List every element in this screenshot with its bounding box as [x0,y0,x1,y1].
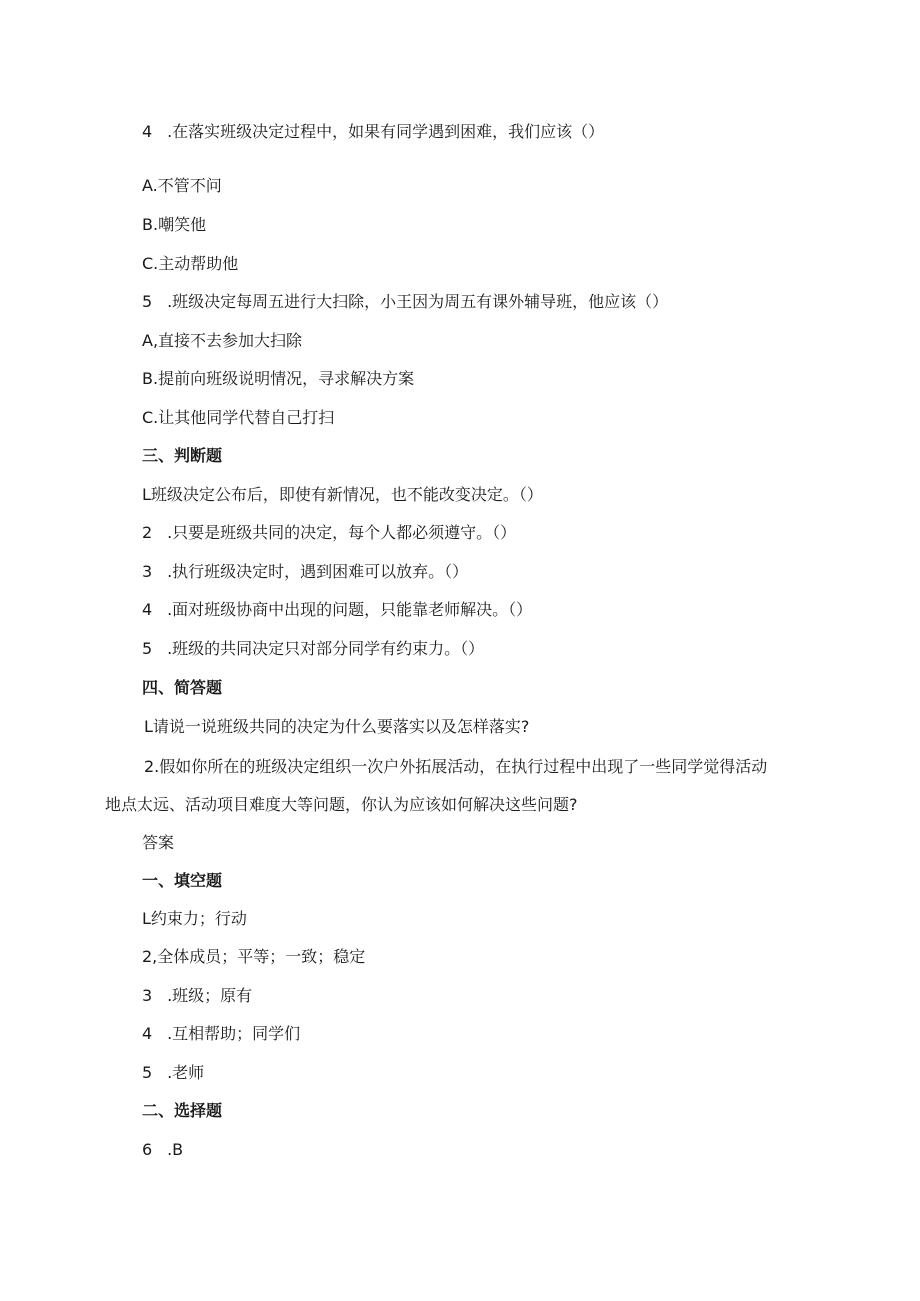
fill-answer-3 [142,985,252,1007]
item-text: .面对班级协商中出现的问题，只能靠老师解决。（） [167,600,533,619]
q5-option-a: A,直接不去参加大扫除 [142,331,303,350]
q5-option-b: B.提前向班级说明情况，寻求解决方案 [142,369,415,388]
section-heading-judge: 三、判断题 [142,446,223,465]
item-number: 3 [142,562,153,581]
short-question-2-line-2: 地点太远、活动项目难度大等问题，你认为应该如何解决这些问题? [105,795,578,814]
item-text: .B [167,1140,184,1159]
judge-item-4 [142,599,532,621]
section-heading-fill: 一、填空题 [142,871,223,890]
answers-title: 答案 [142,833,175,852]
judge-item-1 [142,484,543,506]
item-text: .老师 [167,1063,205,1082]
item-text: .互相帮助；同学们 [167,1024,301,1043]
item-number: 5 [142,639,153,658]
item-text: .班级的共同决定只对部分同学有约束力。（） [167,639,485,658]
item-text: .班级；原有 [167,986,253,1005]
fill-answer-5 [142,1062,204,1084]
item-number: 5 [142,1063,153,1082]
q5-option-c: C.让其他同学代替自己打扫 [142,408,335,427]
item-number: 4 [142,600,153,619]
item-text: L约束力；行动 [142,909,247,928]
item-number: 6 [142,1140,153,1159]
fill-answer-2 [142,946,365,968]
item-text: .只要是班级共同的决定，每个人都必须遵守。（） [167,523,517,542]
judge-item-2 [142,522,516,544]
item-text: 2,全体成员；平等；一致；稳定 [142,947,366,966]
item-number: 3 [142,986,153,1005]
item-text: L班级决定公布后，即使有新情况，也不能改变决定。（） [142,485,543,504]
q4-option-a: A.不管不问 [142,176,222,195]
item-number: 4 [142,1024,153,1043]
judge-item-5 [142,638,484,660]
short-question-1: L请说一说班级共同的决定为什么要落实以及怎样落实? [144,717,530,736]
section-heading-short-answer: 四、简答题 [142,678,223,697]
choice-answer-6 [142,1139,183,1161]
q4-option-c: C.主动帮助他 [142,254,239,273]
question-4 [142,121,604,143]
fill-answer-1 [142,908,247,930]
item-number: 2 [142,523,153,542]
question-number: 5 [142,292,153,311]
item-text: .执行班级决定时，遇到困难可以放弃。（） [167,562,469,581]
section-heading-choice: 二、选择题 [142,1101,223,1120]
question-5 [142,291,668,313]
question-text: .班级决定每周五进行大扫除，小王因为周五有课外辅导班，他应该（） [167,292,669,311]
q4-option-b: B.嘲笑他 [142,215,207,234]
short-question-2-line-1: 2.假如你所在的班级决定组织一次户外拓展活动，在执行过程中出现了一些同学觉得活动 [144,757,768,776]
judge-item-3 [142,561,468,583]
question-text: .在落实班级决定过程中，如果有同学遇到困难，我们应该（） [167,122,605,141]
fill-answer-4 [142,1023,300,1045]
question-number: 4 [142,122,153,141]
